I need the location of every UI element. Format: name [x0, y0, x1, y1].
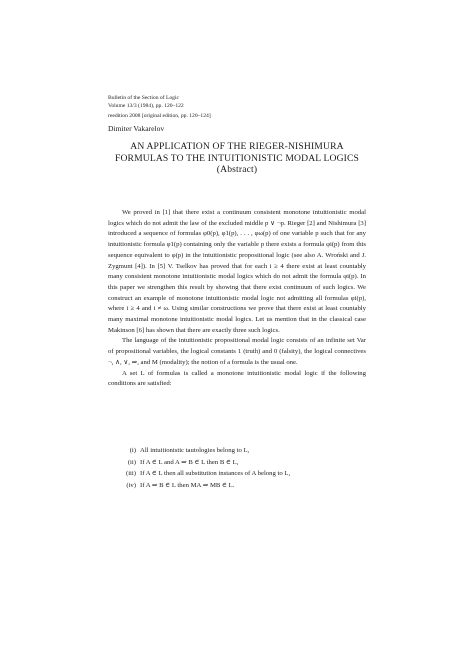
- paragraph: The language of the intuitionistic propositional modal logic consists of an infinite set Var of propositional variables, the logical constants 1 (truth) and 0 (falsity), the logical connectives ¬, ∧, ∨, ⇒, and M (modality); the notion of a formula is the usual one.: [108, 337, 366, 366]
- paragraph: A set L of formulas is called a monotone intuitionistic modal logic if the following conditions are satisfied:: [108, 369, 366, 388]
- item-text: If A ∈ L and A ⇒ B ∈ L then B ∈ L,: [140, 458, 239, 466]
- list-item: [120, 468, 370, 480]
- journal-volume: Volume 13/3 (1984), pp. 120–122: [108, 102, 184, 109]
- title-line-2: FORMULAS TO THE INTUITIONISTIC MODAL LOGICS: [114, 152, 360, 164]
- item-text: All intuitionistic tautologies belong to L,: [140, 447, 250, 454]
- item-text: If A ∈ L then all substitution instances of A belong to L,: [140, 470, 291, 478]
- list-item: [120, 480, 370, 492]
- journal-header: [108, 95, 211, 121]
- list-item: [120, 445, 370, 457]
- item-number: (iii): [125, 470, 136, 478]
- item-number: (iv): [126, 482, 136, 490]
- paragraph: We proved in [1] that there exist a continuum consistent monotone intuitionistic modal logics which do not admit the law of the excluded middle p ∨ ¬p. Rieger [2] and Nishimura [3] introduced a sequence of formulas φ0(p), φ1(p), . . . , φω(p) of one variable p such that for any intuitionistic formula φ1(p) containing only the variable p there exists a formula φi(p) from this sequence equivalent to φ(p) in the intuitionistic propositional logic (see also A. Wroński and J. Zygmunt [4]). In [5] V. Tselkov has proved that for each i ≥ 4 there exist at least countably many consistent monotone intuitionistic modal logics which do not admit the formula φi(p). In this paper we strengthen this result by showing that there exist continuum of such logics. We construct an example of monotone intuitionistic modal logic not admitting all formulas φi(p), where i ≥ 4 and i ≠ ω. Using similar constructions we prove that there exist at least countably many maximal monotone intuitionistic modal logics. Let us mention that in the classical case Makinson [6] has shown that there are exactly three such logics.: [108, 209, 366, 334]
- title-line-3: (Abstract): [216, 164, 258, 176]
- item-number: (i): [129, 447, 136, 454]
- reedition-note: reedition 2008 [original edition, pp. 120–124]: [108, 113, 211, 120]
- list-item: [120, 457, 370, 469]
- title-line-1: AN APPLICATION OF THE RIEGER-NISHIMURA: [130, 141, 344, 152]
- item-text: If A ⇒ B ∈ L then MA ⇒ MB ∈ L.: [140, 482, 235, 490]
- abstract-body: [108, 208, 366, 390]
- author-name: Dimiter Vakarelov: [108, 124, 165, 133]
- paper-title: [108, 141, 366, 176]
- conditions-list: [120, 445, 370, 492]
- item-number: (ii): [127, 458, 136, 466]
- journal-name: Bulletin of the Section of Logic: [108, 95, 179, 101]
